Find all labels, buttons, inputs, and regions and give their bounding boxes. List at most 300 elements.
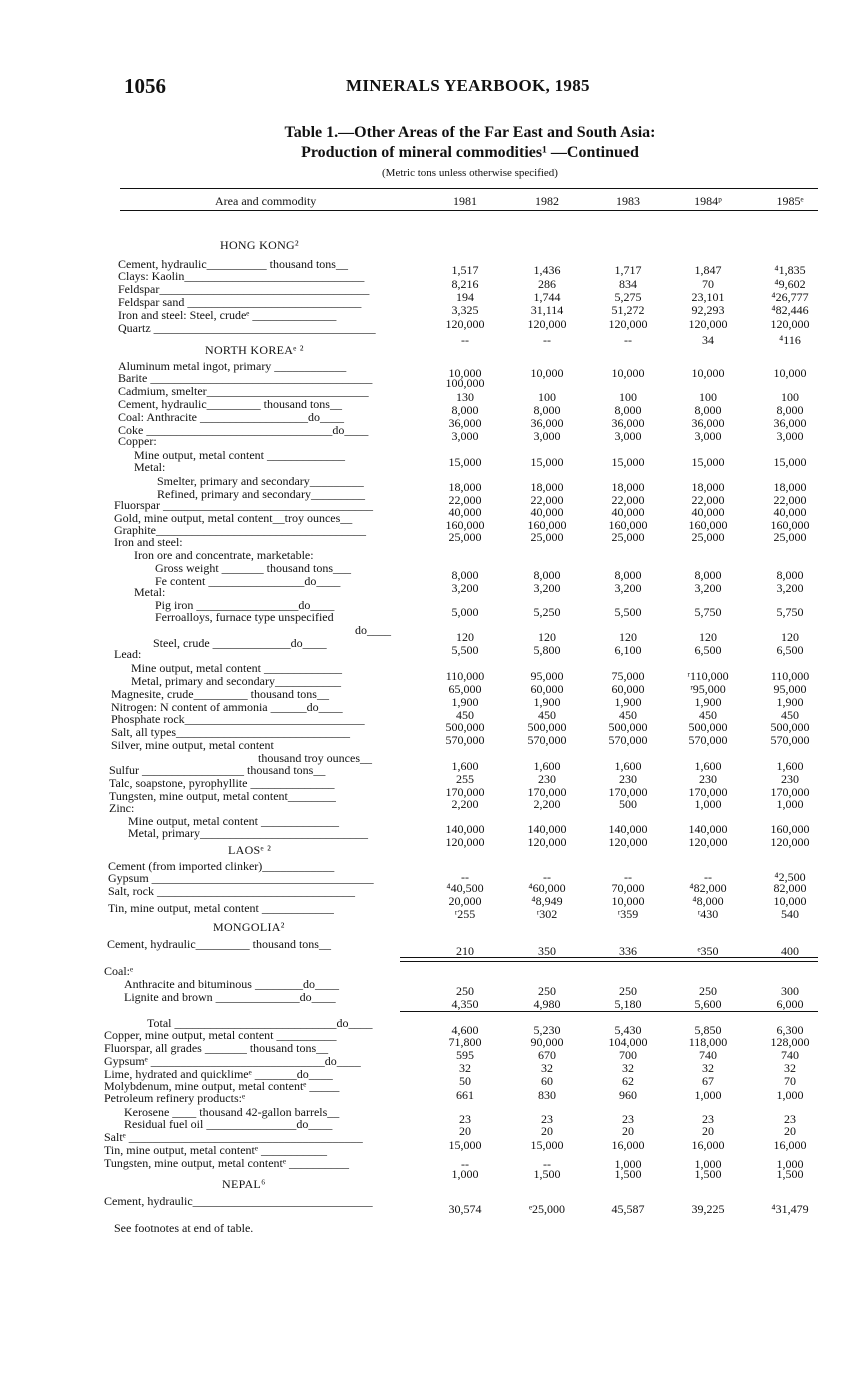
row-label: Cadmium, smelter___________________________ <box>118 384 369 398</box>
running-head: MINERALS YEARBOOK, 1985 <box>346 76 590 95</box>
row-value: 5,850 <box>694 1023 722 1037</box>
row-value: 22,000 <box>448 493 482 507</box>
row-label: Metal, primary and secondary___________ <box>131 674 341 688</box>
row-value: 570,000 <box>770 733 810 747</box>
row-value: 3,200 <box>694 581 722 595</box>
row-value: 500,000 <box>527 720 567 734</box>
row-value: 5,275 <box>614 290 642 304</box>
row-value: ⁴40,500 <box>446 881 484 895</box>
row-value: 250 <box>538 984 556 998</box>
row-value: 450 <box>538 708 556 722</box>
header-col-1984: 1984ᵖ <box>694 194 722 208</box>
row-value: 170,000 <box>527 785 567 799</box>
row-value: 5,500 <box>614 605 642 619</box>
row-value: 100 <box>699 390 717 404</box>
row-value: 82,000 <box>773 881 807 895</box>
row-value: 120 <box>619 630 637 644</box>
header-col-1982: 1982 <box>535 194 559 208</box>
row-value: ʳ110,000 <box>687 669 729 683</box>
row-value: ᵉ25,000 <box>528 1202 566 1216</box>
row-label: do____ <box>355 623 391 637</box>
row-value: -- <box>461 870 469 884</box>
row-value: ⁴1,835 <box>774 263 806 277</box>
row-value: 118,000 <box>688 1035 728 1049</box>
row-label: Feldspar sand _____________________________ <box>118 295 362 309</box>
row-value: 100 <box>781 390 799 404</box>
row-value: 170,000 <box>770 785 810 799</box>
row-value: 32 <box>622 1061 634 1075</box>
units-note: (Metric tons unless otherwise specified) <box>382 167 558 179</box>
row-value: 36,000 <box>773 416 807 430</box>
row-value: 120,000 <box>608 317 648 331</box>
row-value: -- <box>704 870 712 884</box>
row-value: ⁴2,500 <box>774 870 806 884</box>
row-value: 128,000 <box>770 1035 810 1049</box>
row-value: ʳ302 <box>536 907 558 921</box>
row-value: 160,000 <box>688 518 728 532</box>
row-value: 40,000 <box>448 505 482 519</box>
row-value: ⁴82,446 <box>771 303 809 317</box>
row-value: 110,000 <box>770 669 810 683</box>
row-value: 15,000 <box>773 455 807 469</box>
row-value: 5,600 <box>694 997 722 1011</box>
row-value: -- <box>543 1157 551 1171</box>
row-value: 120,000 <box>688 835 728 849</box>
row-value: 3,000 <box>451 429 479 443</box>
row-label: Steel, crude _____________do____ <box>153 636 327 650</box>
row-value: 70,000 <box>611 881 645 895</box>
row-value: 170,000 <box>445 785 485 799</box>
row-label: Fe content ________________do____ <box>155 574 341 588</box>
row-value: 1,600 <box>451 759 479 773</box>
row-value: ʳ359 <box>617 907 639 921</box>
row-value: 39,225 <box>691 1202 725 1216</box>
row-value: 10,000 <box>691 366 725 380</box>
row-value: 23,101 <box>691 290 725 304</box>
row-value: ᵉ350 <box>697 944 719 958</box>
row-label: Iron and steel: <box>114 535 183 549</box>
row-value: 36,000 <box>448 416 482 430</box>
row-value: 500,000 <box>770 720 810 734</box>
row-value: 4,980 <box>533 997 561 1011</box>
row-value: 250 <box>619 984 637 998</box>
row-value: 140,000 <box>608 822 648 836</box>
row-label: Metal: <box>134 460 166 474</box>
row-value: 120,000 <box>770 317 810 331</box>
row-label: Cement, hydraulic__________ thousand tons__ <box>118 257 348 271</box>
row-value: 10,000 <box>773 894 807 908</box>
row-value: 32 <box>784 1061 796 1075</box>
row-value: 23 <box>622 1112 634 1126</box>
row-value: 5,230 <box>533 1023 561 1037</box>
row-value: 570,000 <box>688 733 728 747</box>
row-value: 960 <box>619 1088 637 1102</box>
row-value: 1,000 <box>776 1157 804 1171</box>
row-value: 120 <box>781 630 799 644</box>
row-value: 1,847 <box>694 263 722 277</box>
row-value: ⁴9,602 <box>774 277 806 291</box>
row-label: Kerosene ____ thousand 42-gallon barrels__ <box>124 1105 340 1119</box>
row-value: 15,000 <box>530 1138 564 1152</box>
row-value: 65,000 <box>448 682 482 696</box>
row-value: 30,574 <box>448 1202 482 1216</box>
row-value: 194 <box>456 290 474 304</box>
row-value: 6,500 <box>776 643 804 657</box>
row-value: 100,000 <box>445 376 485 390</box>
row-value: 210 <box>456 944 474 958</box>
row-value: 8,000 <box>451 568 479 582</box>
row-label: Magnesite, crude_________ thousand tons__ <box>111 687 329 701</box>
row-label: Gypsumᵉ _____________________________do____ <box>104 1054 361 1068</box>
row-value: 36,000 <box>691 416 725 430</box>
row-value: 1,500 <box>776 1167 804 1181</box>
row-value: 1,500 <box>614 1167 642 1181</box>
row-value: 18,000 <box>530 480 564 494</box>
row-value: 18,000 <box>773 480 807 494</box>
row-value: 20 <box>784 1124 796 1138</box>
row-value: 20 <box>541 1124 553 1138</box>
row-value: 1,000 <box>776 1088 804 1102</box>
row-value: 1,600 <box>533 759 561 773</box>
row-value: ⁴60,000 <box>528 881 566 895</box>
row-value: 6,300 <box>776 1023 804 1037</box>
row-value: 25,000 <box>448 530 482 544</box>
row-label: Fluorspar ___________________________________ <box>114 498 373 512</box>
row-value: 32 <box>541 1061 553 1075</box>
row-label: Anthracite and bituminous ________do____ <box>124 977 339 991</box>
row-label: Mine output, metal content _____________ <box>131 661 342 675</box>
row-value: 140,000 <box>527 822 567 836</box>
row-label: Nitrogen: N content of ammonia ______do____ <box>111 700 343 714</box>
row-value: 60,000 <box>530 682 564 696</box>
row-value: 10,000 <box>773 366 807 380</box>
row-label: Molybdenum, mine output, metal contentᵉ _____ <box>104 1079 340 1093</box>
row-value: 1,500 <box>694 1167 722 1181</box>
row-label: Cement, hydraulic______________________________ <box>104 1194 373 1208</box>
row-label: Silver, mine output, metal content <box>111 738 274 752</box>
row-value: 40,000 <box>530 505 564 519</box>
row-value: 1,517 <box>451 263 479 277</box>
row-label: Refined, primary and secondary_________ <box>157 487 365 501</box>
row-label: Zinc: <box>109 801 135 815</box>
row-value: 23 <box>459 1112 471 1126</box>
row-value: 20 <box>702 1124 714 1138</box>
row-value: 20 <box>459 1124 471 1138</box>
row-value: 450 <box>456 708 474 722</box>
row-value: 20,000 <box>448 894 482 908</box>
row-value: 1,600 <box>694 759 722 773</box>
row-value: 5,250 <box>533 605 561 619</box>
row-value: 8,000 <box>694 568 722 582</box>
row-value: 740 <box>781 1048 799 1062</box>
row-value: 8,000 <box>533 568 561 582</box>
row-value: 834 <box>619 277 637 291</box>
row-label: Ferroalloys, furnace type unspecified <box>155 610 334 624</box>
row-value: 100 <box>538 390 556 404</box>
row-value: -- <box>624 870 632 884</box>
row-value: 740 <box>699 1048 717 1062</box>
row-value: ⁴8,949 <box>531 894 563 908</box>
row-value: 250 <box>699 984 717 998</box>
row-value: 700 <box>619 1048 637 1062</box>
header-col-1983: 1983 <box>616 194 640 208</box>
row-value: 34 <box>702 333 714 347</box>
mongolia-rule-2 <box>400 961 818 962</box>
header-bottom-rule <box>120 210 818 211</box>
row-label: Aluminum metal ingot, primary ____________ <box>118 359 347 373</box>
row-value: 31,114 <box>530 303 564 317</box>
row-label: Tungsten, mine output, metal content________ <box>109 789 336 803</box>
row-value: 1,000 <box>451 1167 479 1181</box>
row-value: 8,000 <box>614 403 642 417</box>
row-value: 500,000 <box>608 720 648 734</box>
row-value: 62 <box>622 1074 634 1088</box>
row-value: 8,000 <box>776 568 804 582</box>
row-label: Tin, mine output, metal contentᵉ ___________ <box>104 1143 327 1157</box>
row-label: Copper, mine output, metal content __________ <box>104 1028 337 1042</box>
row-value: 5,000 <box>451 605 479 619</box>
row-value: 8,216 <box>451 277 479 291</box>
row-value: 540 <box>781 907 799 921</box>
row-value: 25,000 <box>691 530 725 544</box>
row-value: 1,436 <box>533 263 561 277</box>
row-value: 16,000 <box>611 1138 645 1152</box>
row-value: 25,000 <box>530 530 564 544</box>
row-value: 95,000 <box>530 669 564 683</box>
row-label: Petroleum refinery products:ᵉ <box>104 1091 246 1105</box>
row-value: 3,000 <box>614 429 642 443</box>
row-value: 10,000 <box>611 366 645 380</box>
section-heading: NEPAL⁶ <box>222 1177 266 1191</box>
table-title-line-1: Table 1.—Other Areas of the Far East and South Asia: <box>284 124 656 141</box>
row-value: ⁴31,479 <box>771 1202 809 1216</box>
row-value: 1,000 <box>614 1157 642 1171</box>
row-label: Quartz _____________________________________ <box>118 321 376 335</box>
row-value: 2,200 <box>451 797 479 811</box>
row-value: 1,000 <box>776 797 804 811</box>
row-label: Iron ore and concentrate, marketable: <box>134 548 314 562</box>
row-value: 400 <box>781 944 799 958</box>
row-value: 160,000 <box>527 518 567 532</box>
row-value: 36,000 <box>530 416 564 430</box>
row-value: 595 <box>456 1048 474 1062</box>
row-label: Metal, primary____________________________ <box>128 826 368 840</box>
row-value: ⁴116 <box>779 333 801 347</box>
row-label: Mine output, metal content _____________ <box>134 448 345 462</box>
row-value: 1,600 <box>776 759 804 773</box>
row-value: 3,200 <box>776 581 804 595</box>
row-value: 6,100 <box>614 643 642 657</box>
row-value: 5,750 <box>776 605 804 619</box>
row-value: 1,900 <box>451 695 479 709</box>
row-value: 5,430 <box>614 1023 642 1037</box>
row-value: 160,000 <box>770 518 810 532</box>
row-value: 70 <box>784 1074 796 1088</box>
row-label: Residual fuel oil _______________do____ <box>124 1117 333 1131</box>
row-label: Tin, mine output, metal content ____________ <box>108 901 334 915</box>
row-value: 120,000 <box>445 835 485 849</box>
table-top-rule <box>120 188 818 189</box>
row-value: 32 <box>459 1061 471 1075</box>
row-value: 661 <box>456 1088 474 1102</box>
row-value: 3,200 <box>533 581 561 595</box>
row-label: Talc, soapstone, pyrophyllite ______________ <box>109 776 335 790</box>
row-value: 570,000 <box>608 733 648 747</box>
row-value: 15,000 <box>691 455 725 469</box>
row-label: Barite _____________________________________ <box>118 371 373 385</box>
header-col-area: Area and commodity <box>215 194 317 208</box>
row-value: 230 <box>781 772 799 786</box>
row-value: 104,000 <box>608 1035 648 1049</box>
row-value: 1,000 <box>694 1088 722 1102</box>
row-value: 51,272 <box>611 303 645 317</box>
row-value: 160,000 <box>770 822 810 836</box>
row-value: 1,900 <box>776 695 804 709</box>
row-value: 18,000 <box>611 480 645 494</box>
row-value: 1,900 <box>533 695 561 709</box>
row-label: Lime, hydrated and quicklimeᵉ _______do____ <box>104 1067 333 1081</box>
row-value: 67 <box>702 1074 714 1088</box>
row-label: Pig iron _________________do____ <box>155 598 335 612</box>
row-value: 170,000 <box>608 785 648 799</box>
row-label: Gypsum _____________________________________ <box>108 871 374 885</box>
footnote: See footnotes at end of table. <box>114 1221 254 1235</box>
row-label: Phosphate rock______________________________ <box>111 712 365 726</box>
row-label: Total ___________________________do____ <box>147 1016 373 1030</box>
row-value: 6,500 <box>694 643 722 657</box>
row-value: 1,744 <box>533 290 561 304</box>
row-value: 8,000 <box>776 403 804 417</box>
row-value: 3,000 <box>694 429 722 443</box>
row-label: Smelter, primary and secondary_________ <box>157 474 364 488</box>
row-value: 71,800 <box>448 1035 482 1049</box>
row-value: 40,000 <box>611 505 645 519</box>
row-value: 18,000 <box>448 480 482 494</box>
row-value: 500 <box>619 797 637 811</box>
row-value: ʳ95,000 <box>690 682 726 696</box>
row-value: 670 <box>538 1048 556 1062</box>
row-value: 5,180 <box>614 997 642 1011</box>
row-value: 50 <box>459 1074 471 1088</box>
section-heading: NORTH KOREAᵉ ² <box>205 343 304 357</box>
row-value: 120,000 <box>527 317 567 331</box>
row-value: 36,000 <box>611 416 645 430</box>
row-value: 15,000 <box>448 455 482 469</box>
row-value: 3,000 <box>776 429 804 443</box>
row-label: Feldspar___________________________________ <box>118 282 370 296</box>
row-value: 570,000 <box>527 733 567 747</box>
row-value: 25,000 <box>611 530 645 544</box>
row-value: 450 <box>781 708 799 722</box>
row-value: 130 <box>456 390 474 404</box>
row-value: 140,000 <box>688 822 728 836</box>
row-value: 4,350 <box>451 997 479 1011</box>
row-value: 336 <box>619 944 637 958</box>
page-number: 1056 <box>124 74 166 98</box>
row-value: 120,000 <box>527 835 567 849</box>
row-value: 18,000 <box>691 480 725 494</box>
row-value: 300 <box>781 984 799 998</box>
row-value: 22,000 <box>773 493 807 507</box>
row-value: 22,000 <box>611 493 645 507</box>
row-value: 350 <box>538 944 556 958</box>
row-value: 8,000 <box>694 403 722 417</box>
row-value: 23 <box>541 1112 553 1126</box>
row-label: Mine output, metal content _____________ <box>128 814 339 828</box>
row-value: 75,000 <box>611 669 645 683</box>
row-value: 160,000 <box>445 518 485 532</box>
section-heading: HONG KONG² <box>220 238 299 252</box>
row-label: Saltᵉ _______________________________________ <box>104 1130 363 1144</box>
row-label: Sulfur _________________ thousand tons__ <box>109 763 326 777</box>
header-col-1985: 1985ᵉ <box>776 194 804 208</box>
row-value: 230 <box>538 772 556 786</box>
row-value: 2,200 <box>533 797 561 811</box>
row-value: -- <box>461 333 469 347</box>
row-value: 450 <box>619 708 637 722</box>
row-value: 230 <box>619 772 637 786</box>
row-value: ⁴26,777 <box>771 290 809 304</box>
row-label: Copper: <box>118 434 157 448</box>
row-label: Cement, hydraulic_________ thousand tons__ <box>118 397 342 411</box>
row-label: Coke _______________________________do____ <box>118 423 369 437</box>
row-label: Lignite and brown ______________do____ <box>124 990 336 1004</box>
header-col-1981: 1981 <box>453 194 477 208</box>
row-value: 140,000 <box>445 822 485 836</box>
row-label: Iron and steel: Steel, crudeᵉ ______________ <box>118 308 337 322</box>
row-label: Coal:ᵉ <box>104 964 134 978</box>
row-label: Graphite___________________________________ <box>114 523 366 537</box>
row-value: ⁴82,000 <box>689 881 727 895</box>
row-value: 830 <box>538 1088 556 1102</box>
row-label: Tungsten, mine output, metal contentᵉ __________ <box>104 1156 349 1170</box>
row-value: 40,000 <box>773 505 807 519</box>
row-label: Coal: Anthracite __________________do____ <box>118 410 344 424</box>
row-value: 570,000 <box>445 733 485 747</box>
row-value: 23 <box>784 1112 796 1126</box>
row-value: 1,717 <box>614 263 642 277</box>
row-value: 110,000 <box>445 669 485 683</box>
row-value: 40,000 <box>691 505 725 519</box>
row-value: ⁴8,000 <box>692 894 724 908</box>
row-value: 32 <box>702 1061 714 1075</box>
row-value: 25,000 <box>773 530 807 544</box>
row-value: 95,000 <box>773 682 807 696</box>
row-label: Salt, all types_____________________________ <box>111 725 350 739</box>
row-value: 20 <box>622 1124 634 1138</box>
row-value: 160,000 <box>608 518 648 532</box>
row-label: Metal: <box>134 585 166 599</box>
row-value: 10,000 <box>530 366 564 380</box>
row-value: -- <box>543 870 551 884</box>
row-label: Lead: <box>114 647 142 661</box>
row-value: 1,600 <box>614 759 642 773</box>
row-value: 500,000 <box>688 720 728 734</box>
row-value: 120 <box>699 630 717 644</box>
row-label: Fluorspar, all grades _______ thousand tons__ <box>104 1041 329 1055</box>
row-value: 230 <box>699 772 717 786</box>
row-value: 23 <box>702 1112 714 1126</box>
section-heading: LAOSᵉ ² <box>228 843 272 857</box>
row-value: 15,000 <box>530 455 564 469</box>
row-value: 3,000 <box>533 429 561 443</box>
row-value: 1,000 <box>694 797 722 811</box>
row-value: 5,500 <box>451 643 479 657</box>
row-value: ʳ255 <box>454 907 476 921</box>
row-value: 500,000 <box>445 720 485 734</box>
row-value: 120 <box>538 630 556 644</box>
row-value: 170,000 <box>688 785 728 799</box>
